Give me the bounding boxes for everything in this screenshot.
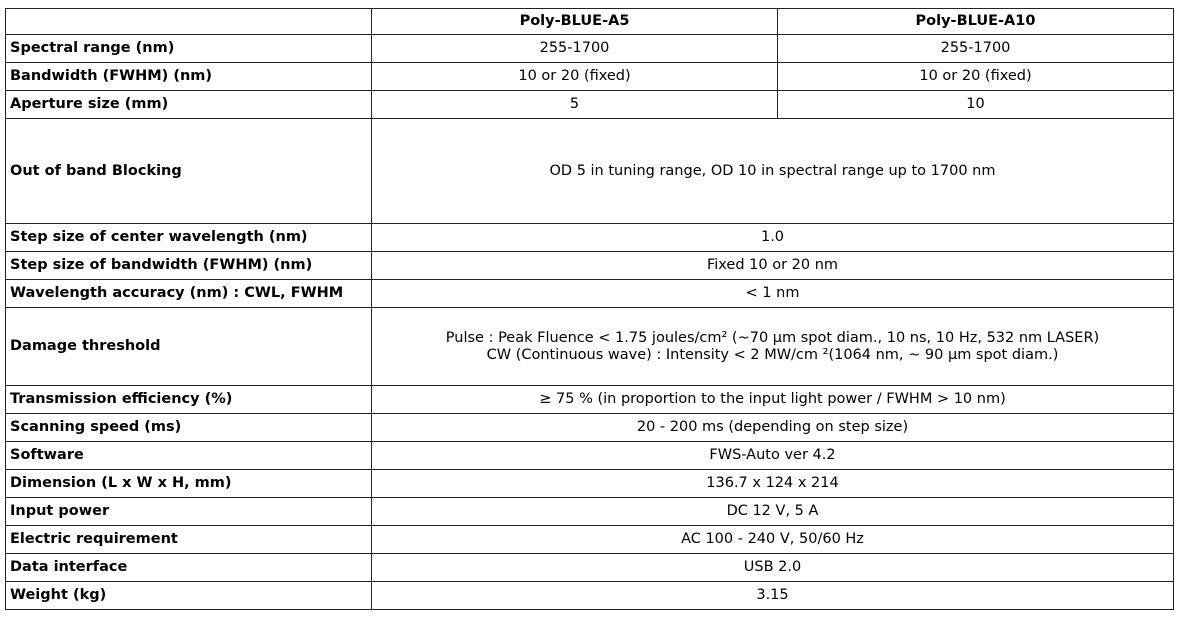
- row-label: Electric requirement: [6, 526, 372, 554]
- row-transmission: [6, 386, 1174, 414]
- value-shared: Fixed 10 or 20 nm: [372, 252, 1174, 280]
- damage-pulse-line: Pulse : Peak Fluence < 1.75 joules/cm² (~70 µm spot diam., 10 ns, 10 Hz, 532 nm LASER): [445, 329, 1100, 346]
- row-label: Step size of bandwidth (FWHM) (nm): [6, 252, 372, 280]
- value-shared: USB 2.0: [372, 554, 1174, 582]
- row-label: Software: [6, 442, 372, 470]
- header-blank-cell: [6, 9, 372, 35]
- header-row: [6, 9, 1174, 35]
- row-dimension: [6, 470, 1174, 498]
- row-label: Wavelength accuracy (nm) : CWL, FWHM: [6, 280, 372, 308]
- row-label: Spectral range (nm): [6, 35, 372, 63]
- value-a10: 255-1700: [778, 35, 1174, 63]
- row-label: Damage threshold: [6, 308, 372, 386]
- row-damage-threshold: [6, 308, 1174, 386]
- row-bandwidth: [6, 63, 1174, 91]
- row-label: Out of band Blocking: [6, 119, 372, 224]
- row-label: Data interface: [6, 554, 372, 582]
- row-step-bandwidth: [6, 252, 1174, 280]
- row-label: Step size of center wavelength (nm): [6, 224, 372, 252]
- value-shared: OD 5 in tuning range, OD 10 in spectral range up to 1700 nm: [372, 119, 1174, 224]
- value-shared: ≥ 75 % (in proportion to the input light power / FWHM > 10 nm): [372, 386, 1174, 414]
- row-label: Aperture size (mm): [6, 91, 372, 119]
- header-poly-blue-a5: Poly-BLUE-A5: [372, 9, 778, 35]
- value-a5: 10 or 20 (fixed): [372, 63, 778, 91]
- row-software: [6, 442, 1174, 470]
- value-shared: FWS-Auto ver 4.2: [372, 442, 1174, 470]
- row-label: Dimension (L x W x H, mm): [6, 470, 372, 498]
- value-a10: 10 or 20 (fixed): [778, 63, 1174, 91]
- damage-cw-line: CW (Continuous wave) : Intensity < 2 MW/cm ²(1064 nm, ~ 90 µm spot diam.): [486, 346, 1059, 363]
- value-shared: < 1 nm: [372, 280, 1174, 308]
- value-a5: 255-1700: [372, 35, 778, 63]
- value-a5: 5: [372, 91, 778, 119]
- value-shared: 20 - 200 ms (depending on step size): [372, 414, 1174, 442]
- value-shared: 136.7 x 124 x 214: [372, 470, 1174, 498]
- row-input-power: [6, 498, 1174, 526]
- row-accuracy: [6, 280, 1174, 308]
- row-weight: [6, 582, 1174, 610]
- row-label: Weight (kg): [6, 582, 372, 610]
- value-shared: 3.15: [372, 582, 1174, 610]
- row-electric-requirement: [6, 526, 1174, 554]
- row-aperture: [6, 91, 1174, 119]
- value-shared: [372, 308, 1174, 386]
- row-scanning-speed: [6, 414, 1174, 442]
- value-shared: AC 100 - 240 V, 50/60 Hz: [372, 526, 1174, 554]
- row-label: Input power: [6, 498, 372, 526]
- value-a10: 10: [778, 91, 1174, 119]
- spec-table: [5, 8, 1174, 610]
- value-shared: 1.0: [372, 224, 1174, 252]
- row-blocking: [6, 119, 1174, 224]
- row-data-interface: [6, 554, 1174, 582]
- row-label: Bandwidth (FWHM) (nm): [6, 63, 372, 91]
- row-label: Transmission efficiency (%): [6, 386, 372, 414]
- row-step-cwl: [6, 224, 1174, 252]
- row-label: Scanning speed (ms): [6, 414, 372, 442]
- value-shared: DC 12 V, 5 A: [372, 498, 1174, 526]
- header-poly-blue-a10: Poly-BLUE-A10: [778, 9, 1174, 35]
- row-spectral-range: [6, 35, 1174, 63]
